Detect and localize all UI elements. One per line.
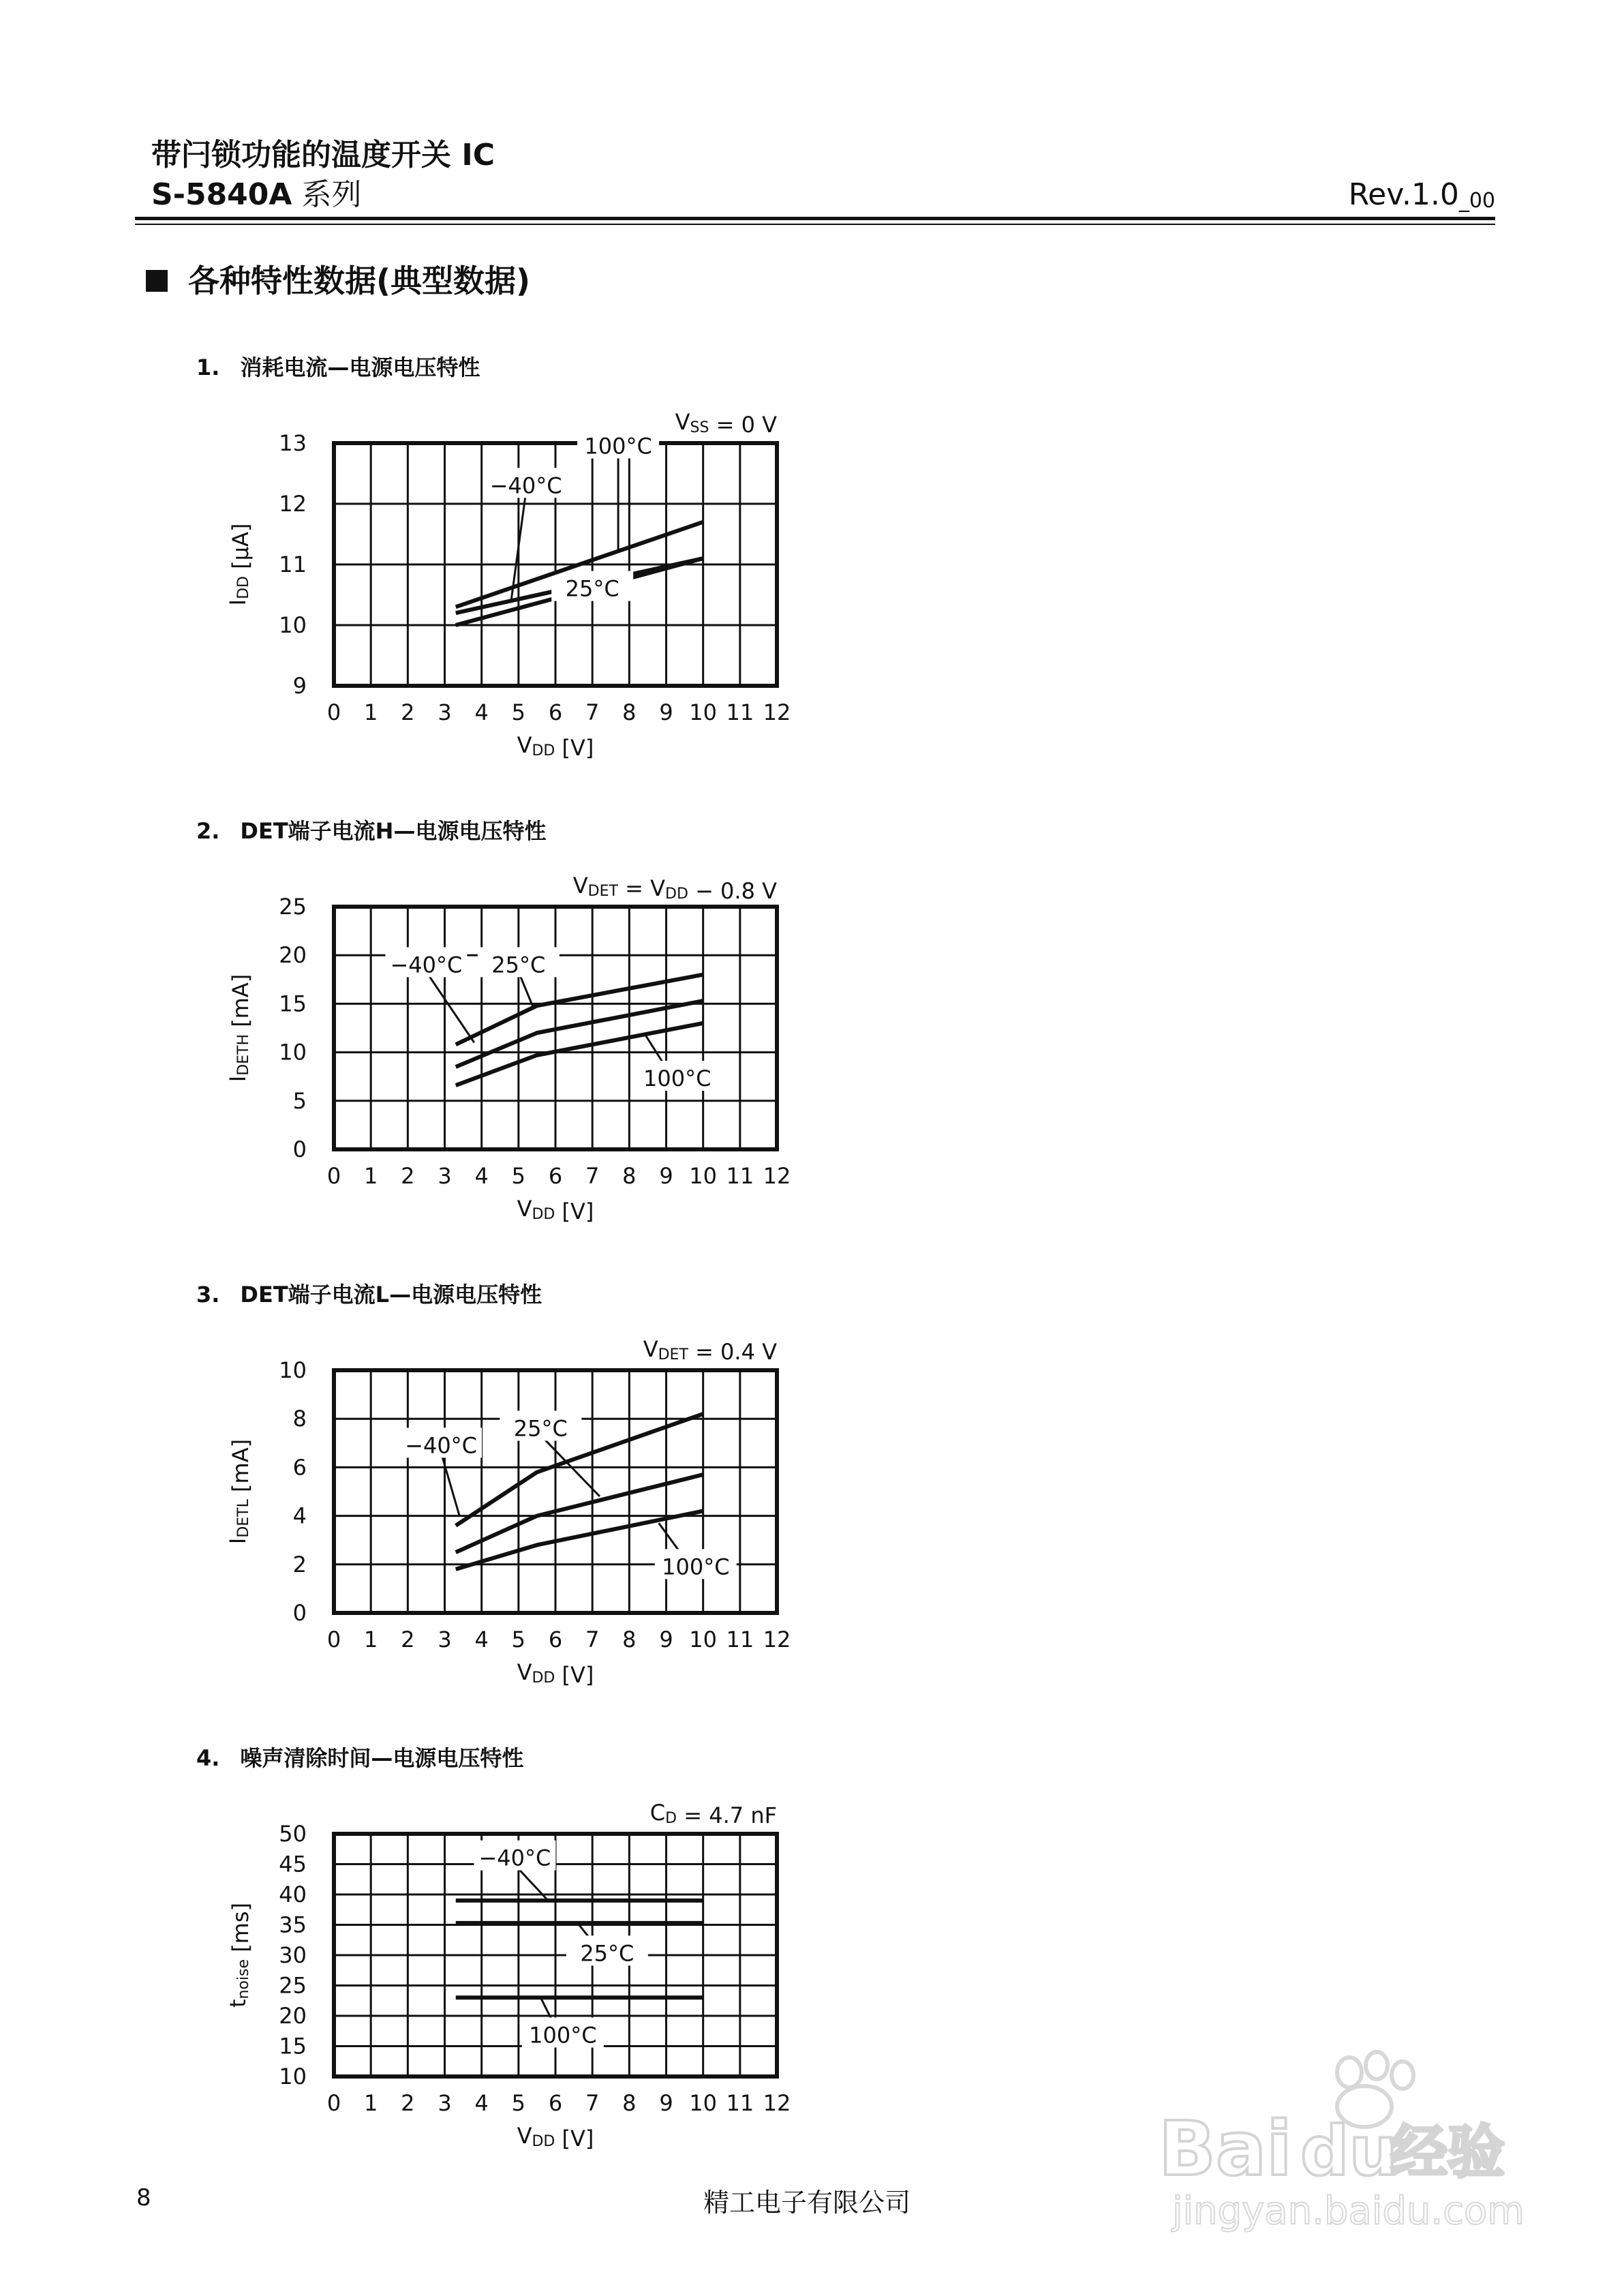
x-tick-label: 11 [726,1163,754,1189]
y-tick-label: 15 [279,991,307,1017]
x-tick-label: 9 [659,699,673,725]
chart-svg [184,1732,866,2154]
baidu-jingyan-watermark [1145,2045,1527,2236]
y-tick-label: 0 [292,1136,307,1162]
x-tick-label: 10 [689,1627,718,1652]
y-tick-label: 10 [279,612,307,638]
y-tick-label: 30 [279,1942,307,1968]
header-rule-thin [135,224,1495,225]
x-tick-label: 2 [401,699,415,725]
y-tick-label: 0 [292,1600,307,1626]
watermark-brand: Bai [1159,2105,1292,2192]
x-tick-label: 10 [689,1163,718,1189]
watermark-tag: 经验 [1390,2119,1505,2186]
y-tick-label: 2 [292,1551,307,1577]
x-axis-label: VDD [V] [517,1196,594,1224]
chart-svg [184,804,866,1227]
x-tick-label: 2 [401,2090,415,2116]
document-title: 带闩锁功能的温度开关 IC [151,138,495,172]
x-tick-label: 3 [438,1627,452,1652]
y-tick-label: 40 [279,1882,307,1907]
y-tick-label: 12 [279,491,307,517]
series-label: 25°C [565,575,619,602]
chart-title: 1. 消耗电流—电源电压特性 [196,354,480,380]
x-tick-label: 3 [438,2090,452,2116]
y-tick-label: 9 [292,673,307,699]
x-tick-label: 9 [659,2090,673,2116]
series-suffix: 系列 [292,177,362,212]
x-axis-label: VDD [V] [517,2123,594,2151]
y-tick-label: 20 [279,942,307,969]
series-name: S-5840A [151,177,292,212]
y-axis-label: IDETH [mA] [225,973,254,1083]
x-tick-label: 0 [326,2090,341,2116]
x-tick-label: 1 [363,699,378,725]
x-tick-label: 11 [726,2090,754,2116]
y-tick-label: 15 [279,2033,307,2059]
page-number: 8 [136,2184,151,2211]
x-tick-label: 1 [363,2090,378,2116]
x-tick-label: 2 [401,1163,415,1189]
x-tick-label: 1 [363,1627,378,1652]
section-heading-text: 各种特性数据(典型数据) [188,262,531,299]
x-tick-label: 5 [511,2090,526,2116]
chart-title: 3. DET端子电流L—电源电压特性 [196,1282,542,1308]
x-tick-label: 8 [622,1163,637,1189]
x-tick-label: 7 [585,2090,600,2116]
y-tick-label: 35 [279,1912,307,1938]
chart-title: 4. 噪声清除时间—电源电压特性 [196,1745,524,1771]
x-tick-label: 12 [763,1627,791,1652]
x-tick-label: 0 [326,1163,341,1189]
chart-svg [184,341,866,764]
series-label: −40°C [405,1432,478,1459]
x-tick-label: 11 [726,699,754,725]
series-label: −40°C [489,472,562,499]
x-tick-label: 10 [689,2090,718,2116]
x-tick-label: 8 [622,2090,637,2116]
x-tick-label: 11 [726,1627,754,1652]
x-tick-label: 3 [438,699,452,725]
y-tick-label: 8 [292,1406,307,1432]
x-tick-label: 7 [585,1163,600,1189]
chart-condition: VDET = 0.4 V [643,1336,777,1365]
revision-sub: _00 [1458,189,1495,213]
watermark-brand2: du [1300,2111,1398,2191]
x-axis-label: VDD [V] [517,1659,594,1688]
y-tick-label: 25 [279,894,307,920]
y-tick-label: 10 [279,2064,307,2089]
x-tick-label: 12 [763,699,791,725]
y-tick-label: 50 [279,1821,307,1847]
x-tick-label: 9 [659,1163,673,1189]
chart-condition: VSS = 0 V [675,409,777,438]
x-tick-label: 12 [763,1163,791,1189]
x-tick-label: 7 [585,699,600,725]
x-tick-label: 4 [474,2090,489,2116]
chart-condition: CD = 4.7 nF [649,1800,777,1828]
baidu-logo-icon [1145,2045,1527,2236]
x-tick-label: 1 [363,1163,378,1189]
square-bullet-icon [146,270,168,292]
x-tick-label: 12 [763,2090,791,2116]
y-tick-label: 10 [279,1357,307,1383]
company-name: 精工电子有限公司 [703,2188,911,2218]
x-tick-label: 4 [474,1627,489,1652]
x-tick-label: 8 [622,1627,637,1652]
x-tick-label: 2 [401,1627,415,1652]
product-series [151,176,361,214]
x-tick-label: 6 [548,2090,563,2116]
x-tick-label: 10 [689,699,718,725]
y-tick-label: 11 [279,552,307,577]
series-label: −40°C [390,952,463,978]
section-heading [146,260,530,301]
series-label: 100°C [529,2022,597,2049]
y-tick-label: 10 [279,1039,307,1066]
x-axis-label: VDD [V] [517,732,594,761]
x-tick-label: 8 [622,699,637,725]
header-rule-thick [135,217,1495,220]
series-label: 100°C [643,1066,711,1092]
series-label: 100°C [662,1554,730,1580]
y-tick-label: 25 [279,1972,307,1999]
series-label: 25°C [513,1415,568,1442]
x-tick-label: 4 [474,699,489,725]
chart-svg [184,1268,866,1691]
x-tick-label: 0 [326,699,341,725]
x-tick-label: 3 [438,1163,452,1189]
y-axis-label: tnoise [ms] [225,1902,254,2008]
x-tick-label: 6 [548,1627,563,1652]
x-tick-label: 5 [511,699,526,725]
y-tick-label: 5 [292,1087,307,1114]
series-pointer [426,971,474,1042]
y-tick-label: 45 [279,1851,307,1877]
x-tick-label: 0 [326,1627,341,1652]
x-tick-label: 4 [474,1163,489,1189]
series-label: 25°C [491,952,546,978]
watermark-url: jingyan.baidu.com [1172,2189,1525,2233]
y-axis-label: IDETL [mA] [225,1438,254,1545]
x-tick-label: 6 [548,1163,563,1189]
y-tick-label: 20 [279,2003,307,2029]
x-tick-label: 9 [659,1627,673,1652]
revision-main: Rev.1.0 [1348,177,1459,212]
y-tick-label: 6 [292,1454,307,1481]
y-axis-label: IDD [µA] [225,523,254,606]
chart-title: 2. DET端子电流H—电源电压特性 [196,818,547,844]
series-label: −40°C [478,1845,551,1871]
x-tick-label: 6 [548,699,563,725]
y-tick-label: 13 [279,430,307,456]
series-label: 100°C [584,433,652,459]
y-tick-label: 4 [292,1502,307,1529]
x-tick-label: 5 [511,1627,526,1652]
series-label: 25°C [580,1940,634,1967]
x-tick-label: 5 [511,1163,526,1189]
revision-label [1349,176,1495,220]
x-tick-label: 7 [585,1627,600,1652]
chart-condition: VDET = VDD − 0.8 V [572,873,777,904]
